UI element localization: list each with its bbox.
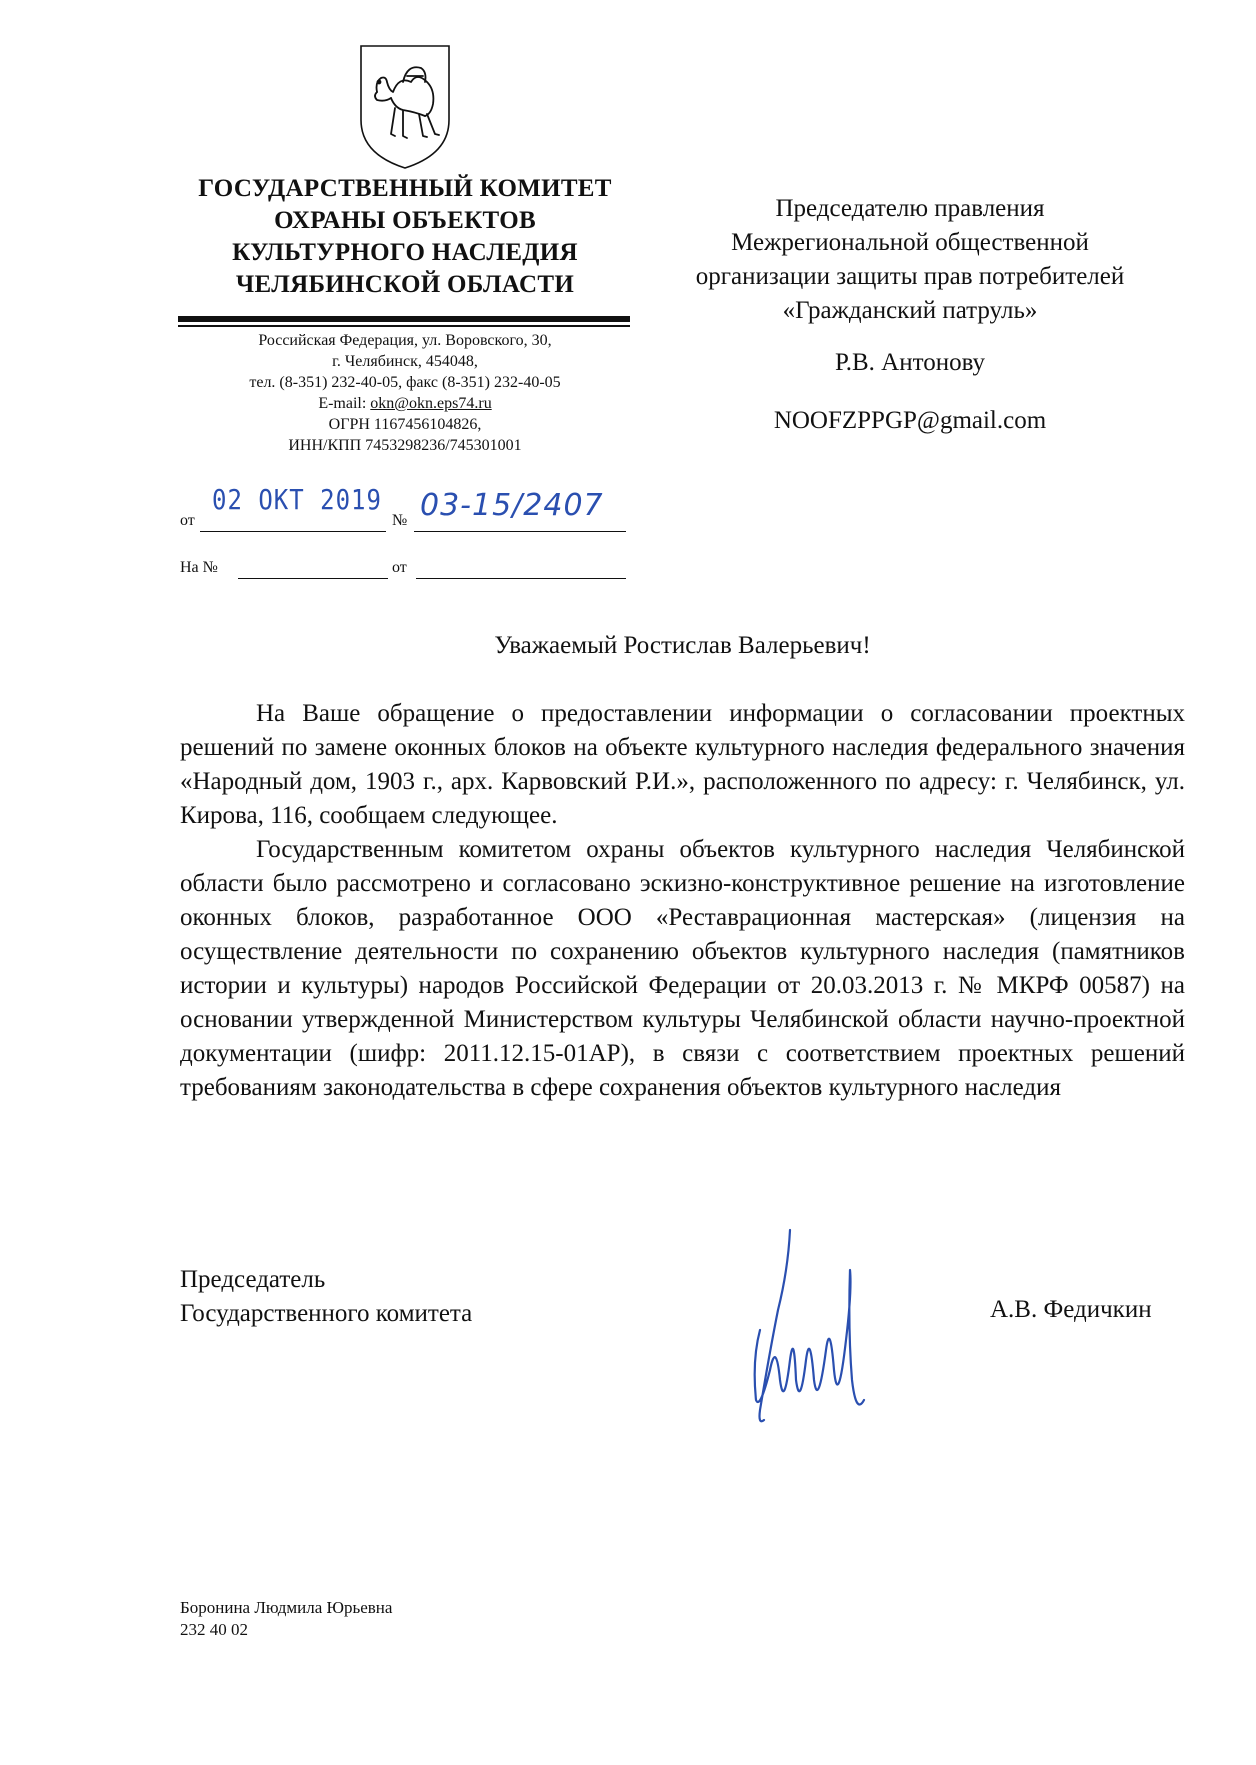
addressee-line-3: организации защиты прав потребителей	[695, 263, 1125, 290]
reply-number-label: На №	[180, 559, 218, 576]
reply-date-line	[416, 552, 626, 579]
signatory-position	[180, 1263, 472, 1331]
addressee-line-4: «Гражданский патруль»	[782, 297, 1038, 324]
handwritten-signature	[730, 1210, 880, 1440]
number-label: №	[392, 512, 408, 529]
address-line-1: Российская Федерация, ул. Воровского, 30,	[258, 332, 552, 349]
reply-from-label: от	[392, 559, 407, 576]
addressee-name: Р.В. Антонову	[834, 349, 986, 376]
registration-date-stamp: 02 ОКТ 2019	[212, 483, 382, 517]
ogrn: ОГРН 1167456104826,	[328, 416, 482, 433]
organization-title: ГОСУДАРСТВЕННЫЙ КОМИТЕТ ОХРАНЫ ОБЪЕКТОВ КУЛЬТУРНОГО НАСЛЕДИЯ ЧЕЛЯБИНСКОЙ ОБЛАСТИ	[198, 175, 612, 298]
executor-phone: 232 40 02	[180, 1620, 248, 1639]
position-line-1: Председатель	[180, 1266, 326, 1293]
email-label: E-mail:	[318, 395, 371, 412]
addressee-line-1: Председателю правления	[775, 195, 1045, 222]
reply-number-line	[238, 552, 388, 579]
coat-of-arms-emblem	[355, 42, 455, 172]
addressee-line-2: Межрегиональной общественной	[731, 229, 1089, 256]
executor-info	[180, 1597, 392, 1641]
registration-number-handwritten: 03-15/2407	[420, 488, 604, 523]
paragraph-1: На Ваше обращение о предоставлении информации о согласовании проектных решений по замене оконных блоков на объекте культурного наследия федерального значения «Народный дом, 1903 г., арх. Карвовский Р.И.», расположенного по адресу: г. Челябинск, ул. Кирова, 116, сообщаем следующее.	[180, 700, 1185, 829]
from-label: от	[180, 512, 195, 529]
greeting: Уважаемый Ростислав Валерьевич!	[494, 632, 871, 659]
inn-kpp: ИНН/КПП 7453298236/745301001	[288, 437, 522, 454]
addressee-block	[650, 192, 1170, 438]
addressee-email[interactable]: NOOFZPPGP@gmail.com	[773, 407, 1047, 434]
header-divider-thin	[178, 325, 630, 327]
signatory-name: А.В. Федичкин	[990, 1296, 1152, 1323]
email-line	[180, 393, 630, 414]
organization-address	[180, 330, 630, 456]
header-divider-thick	[178, 316, 630, 322]
position-line-2: Государственного комитета	[180, 1300, 473, 1327]
executor-name: Боронина Людмила Юрьевна	[180, 1598, 393, 1617]
phone-fax: тел. (8-351) 232-40-05, факс (8-351) 232-40-05	[249, 374, 561, 391]
paragraph-2: Государственным комитетом охраны объектов культурного наследия Челябинской области было рассмотрено и согласовано эскизно-конструктивное решение на изготовление оконных блоков, разработанное ООО «Реставрационная мастерская» (лицензия на осуществление деятельности по сохранению объектов культурного наследия (памятников истории и культуры) народов Российской Федерации от 20.03.2013 г. № МКРФ 00587) на основании утвержденной Министерством культуры Челябинской области научно-проектной документации (шифр: 2011.12.15-01АР), в связи с соответствием проектных решений требованиям законодательства в сфере сохранения объектов культурного наследия	[180, 836, 1185, 1101]
letter-body	[180, 697, 1185, 1105]
address-line-2: г. Челябинск, 454048,	[332, 353, 478, 370]
email-link[interactable]: okn@okn.eps74.ru	[370, 395, 492, 412]
